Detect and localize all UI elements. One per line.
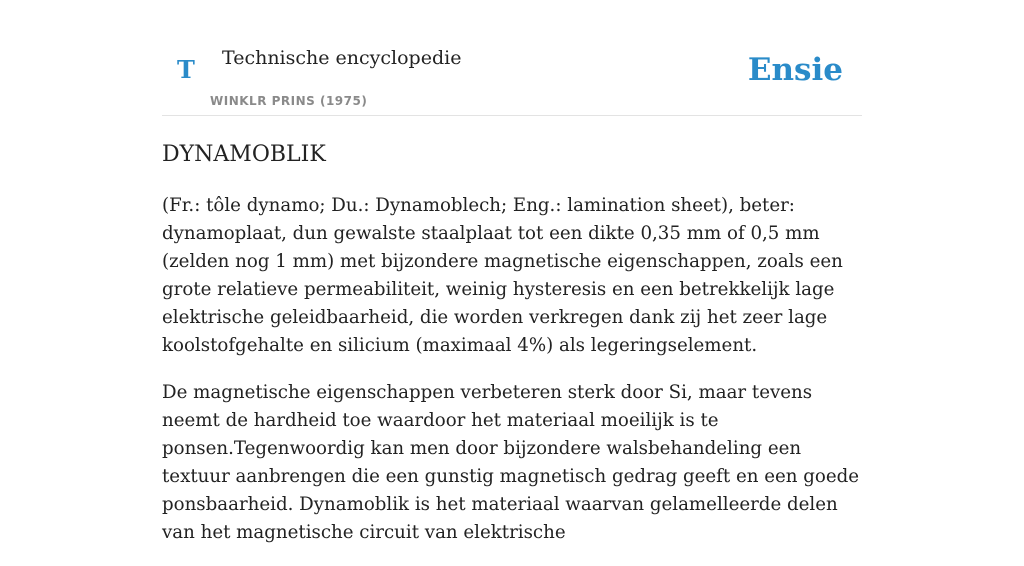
entry-paragraph: De magnetische eigenschappen verbeteren sterk door Si, maar tevens neemt de hardheid toe waardoor het materiaal moeilijk is te ponsen.Tegenwoordig kan men door bijzondere walsbehandeling een textuur aanbrengen die een gunstig magnetisch gedrag geeft en een goede ponsbaarheid. Dynamoblik is het materiaal waarvan gelamelleerde delen van het magnetische circuit van elektrische <box>162 382 860 543</box>
entry-paragraph: (Fr.: tôle dynamo; Du.: Dynamoblech; Eng.: lamination sheet), beter: dynamoplaat, dun gewalste staalplaat tot een dikte 0,35 mm of 0,5 mm (zelden nog 1 mm) met bijzondere magnetische eigenschappen, zoals een grote relatieve permeabiliteit, weinig hysteresis en een betrekkelijk lage elektrische geleidbaarheid, die worden verkregen dank zij het zeer lage koolstofgehalte en silicium (maximaal 4%) als legeringselement. <box>162 195 843 356</box>
source-header <box>162 0 862 116</box>
page <box>162 0 862 543</box>
source-title-link[interactable]: Technische encyclopedie <box>222 47 462 69</box>
brand-logo-link[interactable]: Ensie <box>747 52 843 88</box>
source-subtitle: WINKLR PRINS (1975) <box>210 94 368 108</box>
entry-title: DYNAMOBLIK <box>162 142 326 167</box>
entry-body <box>162 192 862 566</box>
source-letter-icon[interactable]: T <box>177 55 195 84</box>
